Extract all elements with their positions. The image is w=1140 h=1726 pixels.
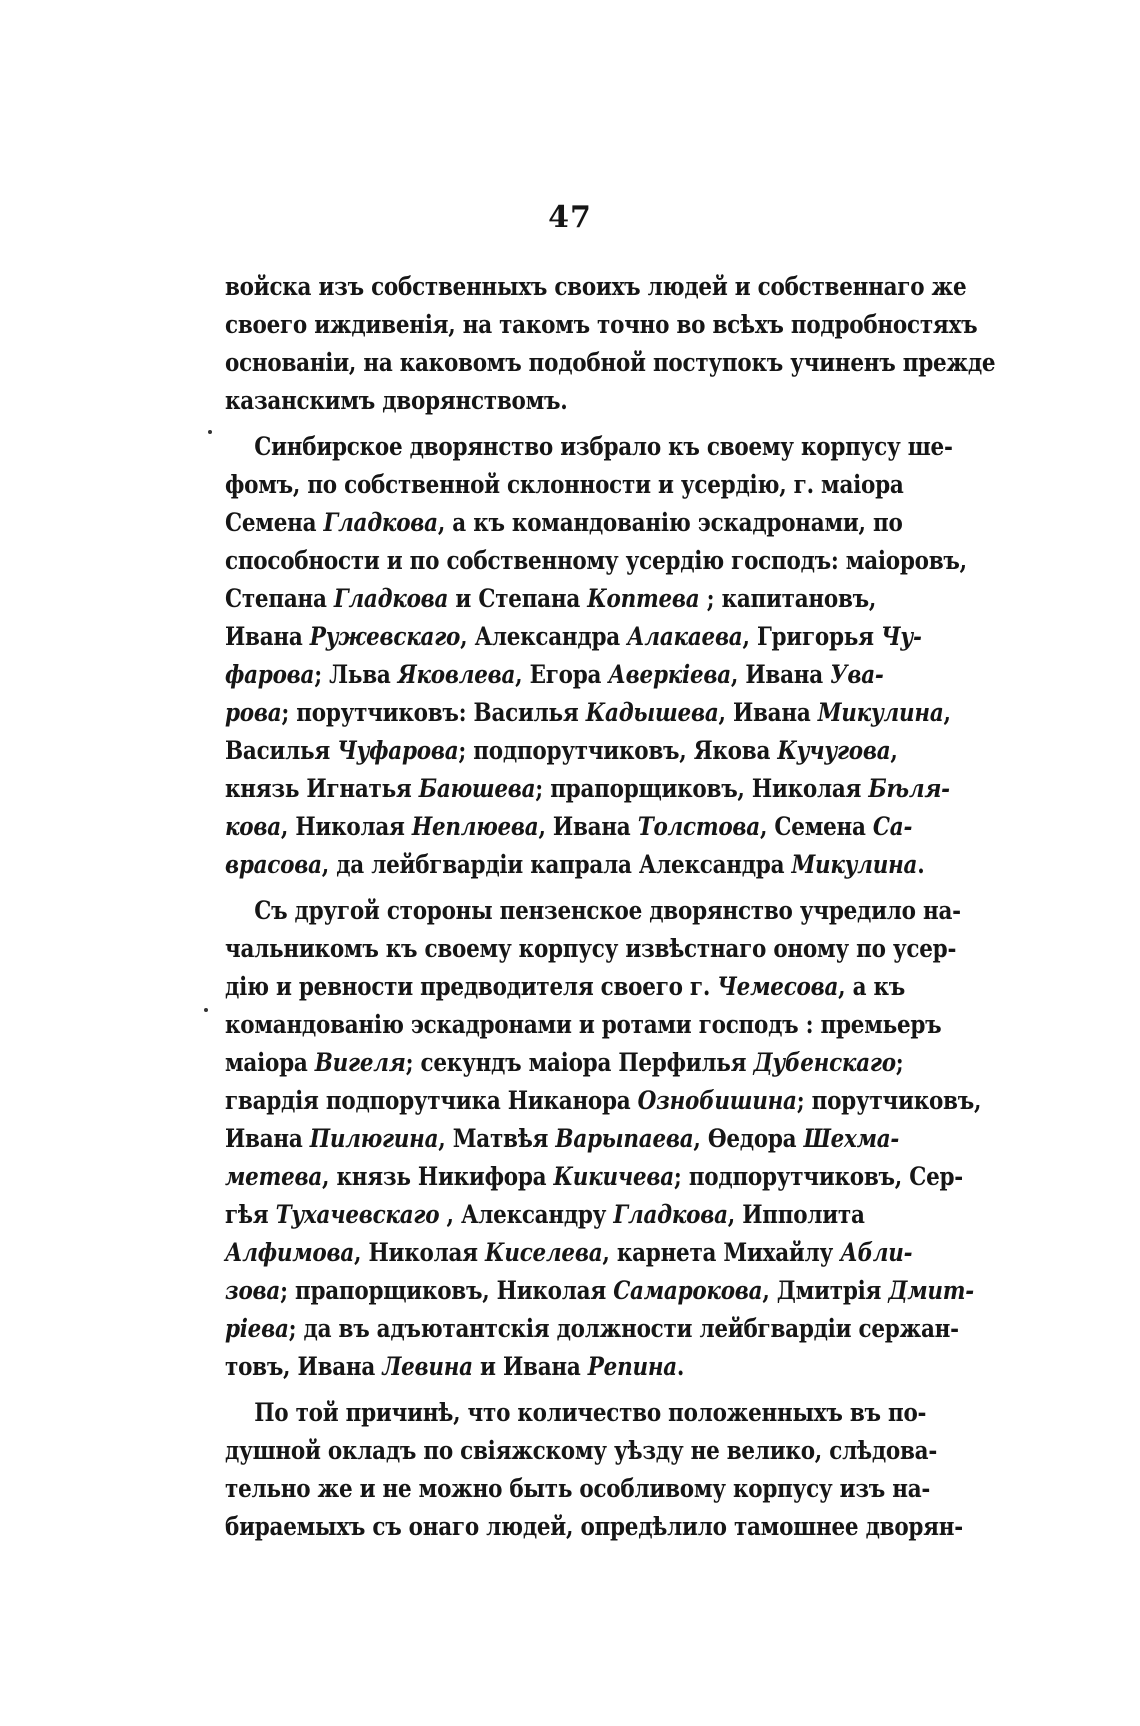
text-run: , а къ xyxy=(838,972,906,1001)
text-line xyxy=(225,846,925,884)
paragraph xyxy=(225,1394,963,1546)
italic-name: Ува- xyxy=(830,660,884,689)
print-speck xyxy=(208,430,212,434)
text-run: , xyxy=(890,736,898,765)
text-line xyxy=(225,580,877,618)
text-run: Семена xyxy=(225,508,324,537)
text-run: гѣя xyxy=(225,1200,276,1229)
print-speck xyxy=(204,1008,208,1012)
text-line xyxy=(225,1234,913,1272)
text-run: фомъ, по собственной склонности и усердію, г. маіора xyxy=(225,470,904,499)
text-run: казанскимъ дворянствомъ. xyxy=(225,386,568,415)
italic-name: Шехма- xyxy=(803,1124,900,1153)
text-line xyxy=(225,1432,938,1470)
text-run: Синбирское дворянство избрало къ своему корпусу ше- xyxy=(254,432,953,461)
text-run: По той причинѣ, что количество положенныхъ въ по- xyxy=(254,1398,927,1427)
italic-name: Чемесова xyxy=(717,972,839,1001)
italic-name: кова xyxy=(225,812,281,841)
text-run: , Ивана xyxy=(730,660,831,689)
text-run: , князь Никифора xyxy=(322,1162,554,1191)
italic-name: Дубенскаго xyxy=(753,1048,896,1077)
text-run: ; секундъ маіора Перфилья xyxy=(405,1048,754,1077)
italic-name: Кадышева xyxy=(585,698,719,727)
text-run: способности и по собственному усердію господъ: маіоровъ, xyxy=(225,546,967,575)
paragraph xyxy=(225,892,982,1386)
text-line xyxy=(225,1310,959,1348)
text-line xyxy=(225,344,996,382)
italic-name: Варыпаева xyxy=(555,1124,694,1153)
text-line xyxy=(225,268,967,306)
text-line xyxy=(225,732,898,770)
italic-name: Бѣля- xyxy=(868,774,950,803)
text-line xyxy=(225,1006,942,1044)
italic-name: Микулина xyxy=(817,698,944,727)
text-run: Ивана xyxy=(225,1124,310,1153)
text-run: командованію эскадронами и ротами господъ : премьеръ xyxy=(225,1010,942,1039)
italic-name: Репина xyxy=(587,1352,677,1381)
text-line xyxy=(225,1272,974,1310)
italic-name: Ознобишина xyxy=(637,1086,797,1115)
text-line xyxy=(225,808,913,846)
italic-name: Гладкова xyxy=(333,584,449,613)
text-run: маіора xyxy=(225,1048,315,1077)
text-line xyxy=(225,306,978,344)
text-run: Ивана xyxy=(225,622,310,651)
text-run: , да лейбгвардіи капрала Александра xyxy=(321,850,792,879)
text-run: , Ивана xyxy=(538,812,638,841)
text-run: ; Льва xyxy=(314,660,398,689)
text-run: , Александру xyxy=(439,1200,614,1229)
text-line xyxy=(225,618,922,656)
text-line xyxy=(225,1158,963,1196)
text-run: своего иждивенія, на такомъ точно во всѣхъ подробностяхъ xyxy=(225,310,978,339)
italic-name: Гладкова xyxy=(323,508,438,537)
italic-name: Чу- xyxy=(880,622,922,651)
body-text xyxy=(225,268,996,1546)
text-run: чальникомъ къ своему корпусу извѣстнаго оному по усер- xyxy=(225,934,957,963)
italic-name: Киселева xyxy=(485,1238,603,1267)
text-line xyxy=(225,968,906,1006)
italic-name: Дмит- xyxy=(888,1276,974,1305)
italic-name: Алакаева xyxy=(627,622,743,651)
paragraph xyxy=(225,428,967,884)
text-run: войска изъ собственныхъ своихъ людей и собственнаго же xyxy=(225,272,967,301)
italic-name: Коптева xyxy=(587,584,700,613)
italic-name: Са- xyxy=(872,812,913,841)
text-line xyxy=(225,542,967,580)
text-line xyxy=(225,1120,900,1158)
text-run: , Александра xyxy=(460,622,628,651)
text-run: ; прапорщиковъ, Николая xyxy=(280,1276,614,1305)
text-run: ; да въ адъютантскія должности лейбгвардіи сержан- xyxy=(288,1314,959,1343)
paragraph xyxy=(225,268,996,420)
text-run: , карнета Михайлу xyxy=(602,1238,841,1267)
text-run: ; порутчиковъ, xyxy=(796,1086,982,1115)
italic-name: Тухачевскаго xyxy=(275,1200,440,1229)
text-run: ; капитановъ, xyxy=(699,584,877,613)
text-line xyxy=(225,770,950,808)
italic-name: Ружевскаго xyxy=(309,622,461,651)
italic-name: Кучугова xyxy=(777,736,891,765)
text-line xyxy=(225,892,961,930)
text-line xyxy=(225,1082,982,1120)
text-run: Съ другой стороны пензенское дворянство учредило на- xyxy=(254,896,961,925)
italic-name: Пилюгина xyxy=(309,1124,439,1153)
text-run: Василья xyxy=(225,736,338,765)
text-line xyxy=(225,428,953,466)
italic-name: Микулина xyxy=(791,850,918,879)
italic-name: фарова xyxy=(225,660,315,689)
italic-name: Чуфарова xyxy=(337,736,459,765)
text-line xyxy=(225,1394,927,1432)
text-run: , Ивана xyxy=(718,698,818,727)
text-run: , Григорья xyxy=(742,622,881,651)
text-line xyxy=(225,382,836,420)
text-line xyxy=(225,1470,931,1508)
italic-name: Гладкова xyxy=(613,1200,728,1229)
text-run: и Степана xyxy=(448,584,588,613)
text-run: и Ивана xyxy=(472,1352,588,1381)
text-run: ; xyxy=(895,1048,904,1077)
text-run: , Егора xyxy=(515,660,609,689)
italic-name: Толстова xyxy=(637,812,760,841)
text-run: основаніи, на каковомъ подобной поступокъ учиненъ прежде xyxy=(225,348,996,377)
text-run: ; подпорутчиковъ, Якова xyxy=(458,736,778,765)
text-run: тельно же и не можно быть особливому корпусу изъ на- xyxy=(225,1474,931,1503)
italic-name: Баюшева xyxy=(418,774,536,803)
text-run: дію и ревности предводителя своего г. xyxy=(225,972,718,1001)
italic-name: метева xyxy=(225,1162,323,1191)
italic-name: Левина xyxy=(382,1352,473,1381)
text-run: ; порутчиковъ: Василья xyxy=(281,698,586,727)
text-run: . xyxy=(676,1352,685,1381)
italic-name: Алфимова xyxy=(225,1238,355,1267)
text-run: ; прапорщиковъ, Николая xyxy=(535,774,869,803)
text-line xyxy=(225,504,903,542)
text-run: , Дмитрія xyxy=(762,1276,889,1305)
text-run: . xyxy=(917,850,925,879)
text-run: гвардія подпорутчика Никанора xyxy=(225,1086,638,1115)
text-run: товъ, Ивана xyxy=(225,1352,383,1381)
text-run: бираемыхъ съ онаго людей, опредѣлило тамошнее дворян- xyxy=(225,1512,963,1541)
italic-name: Вигеля xyxy=(314,1048,406,1077)
text-run: князь Игнатья xyxy=(225,774,419,803)
text-run: , Ипполита xyxy=(727,1200,865,1229)
italic-name: ріева xyxy=(225,1314,289,1343)
text-line xyxy=(225,1508,963,1546)
text-run: , Ѳедора xyxy=(693,1124,804,1153)
text-run: , а къ командованію эскадронами, по xyxy=(437,508,903,537)
text-run: , xyxy=(943,698,951,727)
italic-name: врасова xyxy=(225,850,322,879)
text-line xyxy=(225,1196,865,1234)
text-line xyxy=(225,656,884,694)
text-run: , Николая xyxy=(354,1238,486,1267)
text-run: Степана xyxy=(225,584,334,613)
text-line xyxy=(225,1348,836,1386)
italic-name: Аверкіева xyxy=(608,660,731,689)
text-run: душной окладъ по свіяжскому уѣзду не велико, слѣдова- xyxy=(225,1436,938,1465)
text-run: , Николая xyxy=(280,812,412,841)
italic-name: Кикичева xyxy=(553,1162,674,1191)
text-run: ; подпорутчиковъ, Сер- xyxy=(673,1162,963,1191)
italic-name: Яковлева xyxy=(397,660,516,689)
italic-name: Самарокова xyxy=(613,1276,763,1305)
page-number: 47 xyxy=(548,200,592,235)
text-line xyxy=(225,694,951,732)
italic-name: рова xyxy=(225,698,282,727)
text-run: , Матвѣя xyxy=(438,1124,556,1153)
italic-name: Абли- xyxy=(840,1238,913,1267)
text-run: , Семена xyxy=(759,812,873,841)
text-line xyxy=(225,466,904,504)
text-line xyxy=(225,930,957,968)
italic-name: Неплюева xyxy=(411,812,539,841)
text-line xyxy=(225,1044,904,1082)
italic-name: зова xyxy=(225,1276,281,1305)
